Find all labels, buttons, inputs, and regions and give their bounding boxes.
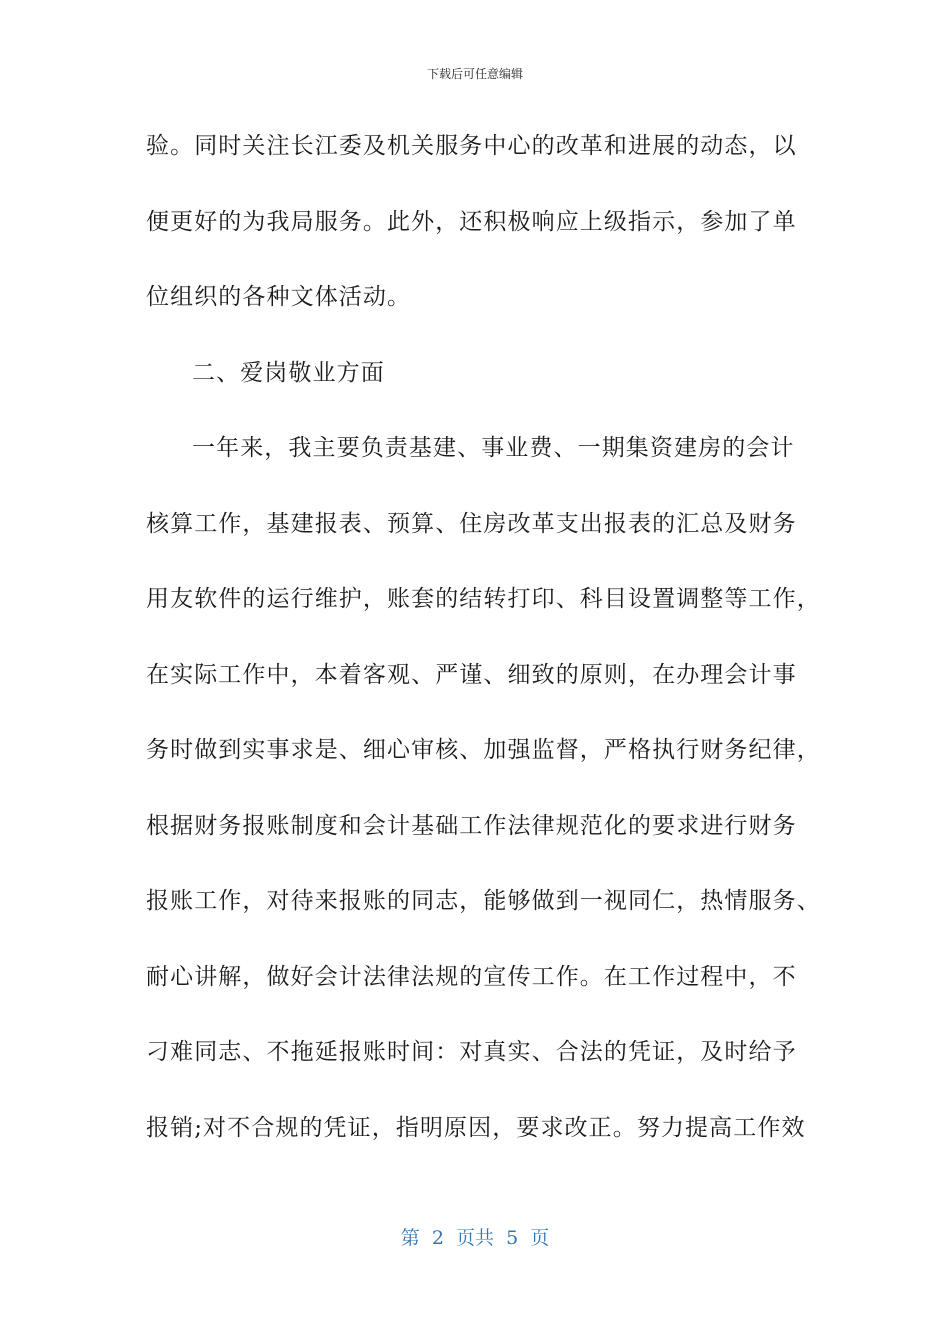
body-line: 核算工作，基建报表、预算、住房改革支出报表的汇总及财务 [146,510,797,537]
body-line: 验。同时关注长江委及机关服务中心的改革和进展的动态，以 [146,133,797,159]
body-line: 位组织的各种文体活动。 [146,284,412,310]
document-body [146,120,821,1177]
body-line: 根据财务报账制度和会计基础工作法律规范化的要求进行财务 [146,812,797,839]
body-line: 报销;对不合规的凭证，指明原因，要求改正。努力提高工作效 [146,1114,806,1141]
body-line: 报账工作，对待来报账的同志，能够做到一视同仁，热情服务、 [146,888,821,914]
body-line: 在实际工作中，本着客观、严谨、细致的原则，在办理会计事 [146,661,797,688]
body-line: 便更好的为我局服务。此外，还积极响应上级指示，参加了单 [146,208,797,235]
body-line: 刁难同志、不拖延报账时间：对真实、合法的凭证，及时给予 [146,1039,797,1065]
body-line: 一年来，我主要负责基建、事业费、一期集资建房的会计 [192,435,795,461]
section-heading: 二、爱岗敬业方面 [192,359,385,386]
page-number-footer: 第 2 页共 5 页 [400,1227,550,1249]
body-line: 耐心讲解，做好会计法律法规的宣传工作。在工作过程中，不 [146,963,797,990]
page-header-note: 下载后可任意编辑 [426,67,523,81]
body-line: 用友软件的运行维护，账套的结转打印、科目设置调整等工作， [146,586,821,612]
body-line: 务时做到实事求是、细心审核、加强监督，严格执行财务纪律， [146,737,821,763]
